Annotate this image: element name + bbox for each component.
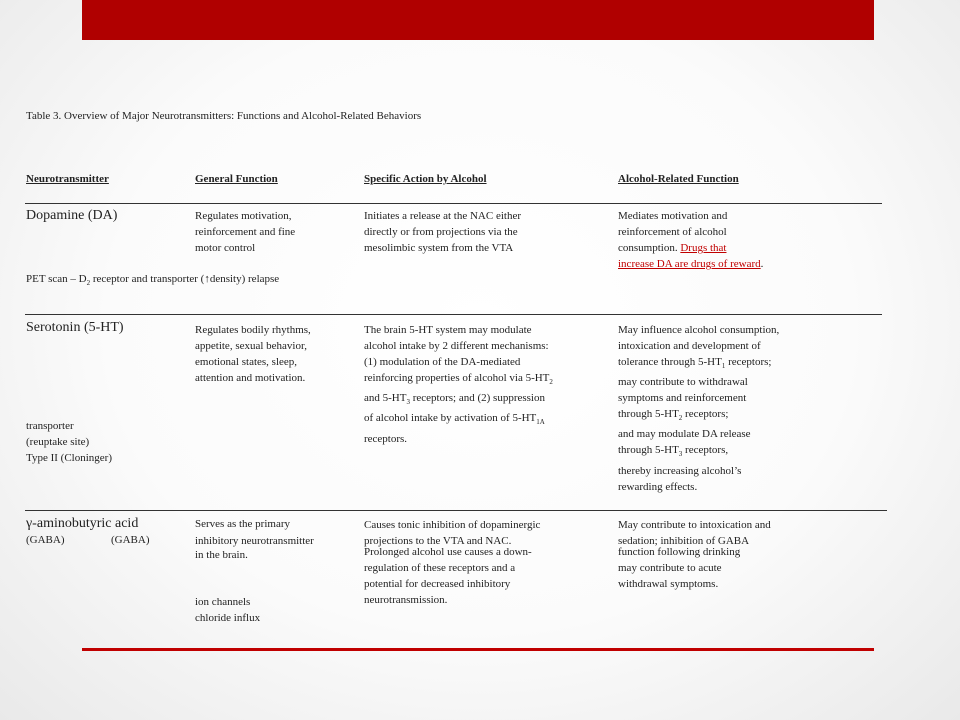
serotonin-specific-action: The brain 5-HT system may modulate alcohol intake by 2 different mechanisms: (1) modulation of the DA-mediated reinforcing properties of alcohol via $5-HT_2$ and $5-HT_3$ receptors; and (2) suppression of alcohol intake by activation of $5-HT_{1A}$ receptors.	[364, 324, 553, 445]
dopamine-pet-scan-note: PET scan – $D_2$ receptor and transporter (↑density) relapse	[26, 273, 280, 288]
header-neurotransmitter: Neurotransmitter	[26, 173, 109, 185]
gaba-abbreviation: (GABA)	[26, 534, 65, 546]
dopamine-divider	[25, 314, 882, 315]
serotonin-general-function: Regulates bodily rhythms, appetite, sexual behavior, emotional states, sleep, attention and motivation.	[195, 324, 311, 384]
gaba-abbreviation-secondary: (GABA)	[111, 534, 150, 546]
drugs-that-link[interactable]: Drugs that	[680, 242, 727, 254]
header-divider	[25, 203, 882, 204]
header-general-function: General Function	[195, 173, 278, 185]
serotonin-alcohol-function: May influence alcohol consumption, intoxication and development of tolerance through $5-HT_1$ receptors; may contribute to withdrawal symptoms and reinforcement through $5-HT_2$ receptors; and may modulate DA release through $5-HT_3$ receptors, thereby increasing alcohol’s rewarding effects.	[618, 324, 780, 493]
dopamine-general-function: Regulates motivation, reinforcement and fine motor control	[195, 210, 296, 254]
serotonin-divider	[25, 510, 887, 511]
increase-da-link[interactable]: increase DA are drugs of reward	[618, 258, 761, 270]
gaba-general-extra: ion channels chloride influx	[195, 596, 261, 624]
dopamine-alcohol-function: Mediates motivation and reinforcement of alcohol consumption. Drugs that increase DA are drugs of reward.	[618, 210, 764, 270]
serotonin-extra-notes: transporter (reuptake site) Type II (Cloninger)	[26, 420, 112, 464]
table-caption: Table 3. Overview of Major Neurotransmitters: Functions and Alcohol-Related Behaviors	[26, 110, 422, 122]
gaba-name: γ-aminobutyric acid	[26, 516, 139, 531]
header-alcohol-function: Alcohol-Related Function	[618, 173, 739, 185]
gaba-alcohol-function: May contribute to intoxication and sedation; inhibition of GABA function following drinking may contribute to acute withdrawal symptoms.	[618, 519, 771, 590]
header-specific-action: Specific Action by Alcohol	[364, 173, 487, 185]
top-accent-bar	[82, 0, 874, 40]
dopamine-specific-action: Initiates a release at the NAC either directly or from projections via the mesolimbic system from the VTA	[364, 210, 521, 254]
dopamine-name: Dopamine (DA)	[26, 208, 118, 223]
gaba-specific-action: Causes tonic inhibition of dopaminergic projections to the VTA and NAC. Prolonged alcohol use causes a down- regulation of these receptors and a potential for decreased inhibitory neurotransmission.	[364, 519, 541, 606]
serotonin-name: Serotonin (5-HT)	[26, 320, 124, 335]
gaba-general-function: Serves as the primary inhibitory neurotransmitter in the brain.	[195, 518, 314, 561]
bottom-accent-rule	[82, 648, 874, 651]
